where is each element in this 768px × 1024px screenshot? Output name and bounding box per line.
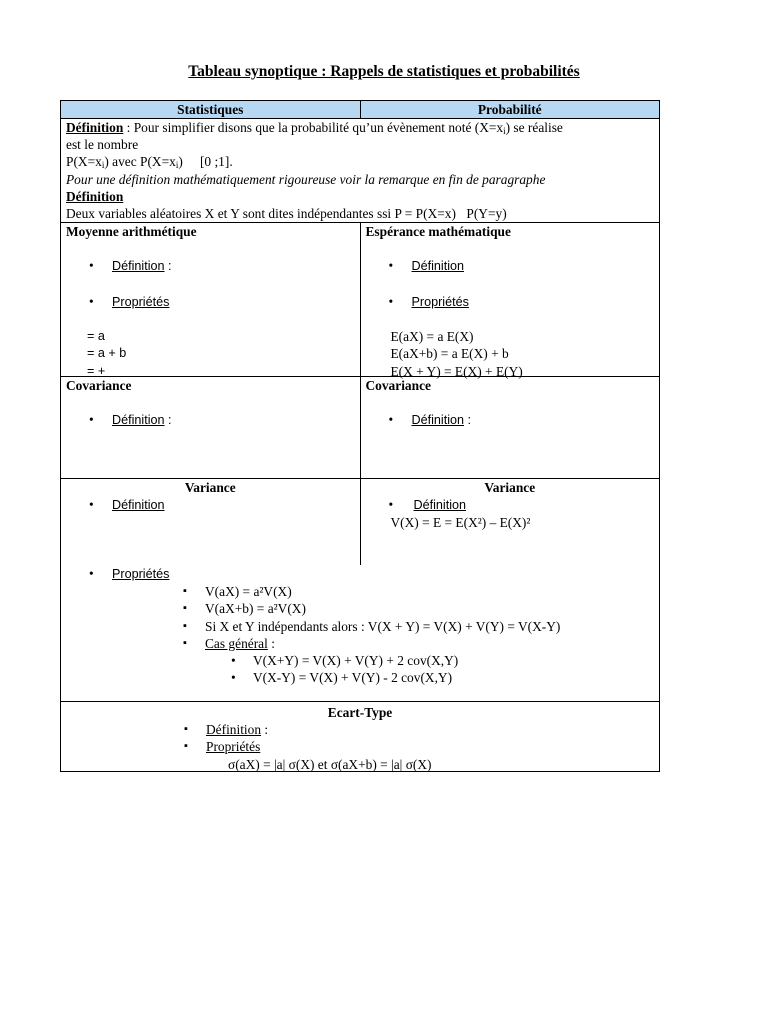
moyenne-formula-3: = + [87, 363, 106, 378]
ecart-prop-item [206, 738, 659, 755]
header-statistiques: Statistiques [61, 101, 361, 118]
variance-prop-4 [205, 635, 654, 652]
intro-def-text2: ) se réalise [505, 120, 563, 135]
variance-left-def-item [66, 496, 355, 514]
ecart-type-row [60, 702, 660, 772]
variance-cas-general: Cas général [205, 635, 268, 651]
covariance-right-def-colon: : [464, 413, 472, 428]
moyenne-cell [61, 223, 361, 376]
variance-right-heading: Variance [484, 480, 536, 495]
moyenne-def-colon: : [164, 259, 172, 274]
variance-prop-2: ▪ V(aX+b) = a²V(X) [205, 600, 654, 617]
covariance-right-cell [361, 377, 660, 478]
esperance-prop-item [366, 293, 655, 311]
ecart-def-item [206, 721, 659, 738]
variance-cas-general-colon: : [267, 635, 275, 651]
variance-right-def: Définition [413, 498, 467, 513]
ecart-heading: Ecart-Type [327, 705, 393, 720]
intro-line3 [66, 153, 654, 170]
esperance-prop: Propriétés [411, 294, 469, 309]
ecart-prop: Propriétés [206, 739, 261, 755]
covariance-right-def-item [366, 411, 655, 429]
ecart-formula: σ(aX) = |a| σ(X) et σ(aX+b) = |a| σ(X) [228, 756, 432, 772]
intro-line3-a: P(X=x [66, 154, 102, 170]
variance-left-def: Définition [112, 498, 165, 513]
variance-prop-1: ▪ V(aX) = a²V(X) [205, 583, 654, 600]
esperance-formula-3: E(X + Y) = E(X) + E(Y) [390, 363, 523, 379]
variance-columns [61, 479, 659, 565]
variance-left-cell [61, 479, 361, 565]
moyenne-esperance-row [60, 223, 660, 377]
table-header [60, 100, 660, 119]
esperance-def: Définition [411, 259, 465, 274]
esperance-formula-2: E(aX+b) = a E(X) + b [390, 346, 509, 362]
variance-row [60, 479, 660, 702]
variance-prop-item [66, 565, 654, 583]
variance-prop-6: • V(X-Y) = V(X) + V(Y) - 2 cov(X,Y) [253, 669, 654, 686]
variance-right-cell [361, 479, 660, 565]
covariance-right-def: Définition [411, 413, 465, 428]
variance-left-heading: Variance [184, 480, 236, 495]
covariance-row [60, 377, 660, 479]
covariance-left-def-item [66, 411, 355, 429]
intro-definition-line [66, 119, 654, 136]
intro-def-label: Définition [66, 120, 124, 135]
covariance-right-heading: Covariance [365, 378, 431, 393]
intro-def-sub: i [503, 126, 506, 136]
intro-section [60, 119, 660, 223]
moyenne-def-item [66, 257, 355, 275]
intro-italic-remark: Pour une définition mathématiquement rigoureuse voir la remarque en fin de paragraphe [66, 171, 546, 187]
covariance-left-cell [61, 377, 361, 478]
variance-prop-label: Propriétés [112, 567, 170, 581]
intro-line3-sub2: i [175, 160, 179, 171]
document-title: Tableau synoptique : Rappels de statistiques et probabilités [188, 63, 580, 80]
variance-properties [61, 565, 659, 686]
variance-prop-3: ▪ Si X et Y indépendants alors : V(X + Y) = V(X) + V(Y) = V(X-Y) [205, 618, 654, 635]
intro-def2-text: Deux variables aléatoires X et Y sont dites indépendantes ssi P = P(X=x) P(Y=y) [66, 206, 507, 222]
synoptic-table [60, 100, 660, 772]
esperance-def-item [366, 257, 655, 275]
ecart-def-colon: : [261, 722, 269, 738]
covariance-left-heading: Covariance [66, 378, 132, 393]
moyenne-def: Définition [112, 259, 165, 274]
esperance-heading: Espérance mathématique [365, 224, 511, 239]
moyenne-prop: Propriétés [112, 294, 170, 309]
header-probabilite: Probabilité [477, 102, 542, 117]
ecart-def: Définition [206, 722, 262, 738]
moyenne-prop-item [66, 293, 355, 311]
intro-line3-b: ) avec P(X=x [104, 154, 176, 170]
intro-line3-sub1: i [101, 160, 105, 171]
intro-line3-c: )   [0 ;1]. [178, 154, 233, 170]
variance-prop-5: • V(X+Y) = V(X) + V(Y) + 2 cov(X,Y) [253, 652, 654, 669]
variance-right-def-item [366, 496, 655, 514]
covariance-left-def: Définition [112, 413, 165, 428]
esperance-cell [361, 223, 660, 379]
intro-def2-label: Définition [66, 188, 124, 204]
moyenne-heading: Moyenne arithmétique [66, 224, 197, 239]
covariance-left-def-colon: : [164, 413, 172, 428]
variance-right-formula: V(X) = E = E(X²) – E(X)² [390, 515, 531, 531]
moyenne-formula-1: = a [87, 329, 105, 344]
intro-line2: est le nombre [66, 137, 139, 153]
moyenne-formula-2: = a + b [87, 346, 127, 361]
esperance-formula-1: E(aX) = a E(X) [390, 329, 474, 345]
intro-def-text: : Pour simplifier disons que la probabilité qu’un évènement noté (X=x [123, 120, 504, 135]
